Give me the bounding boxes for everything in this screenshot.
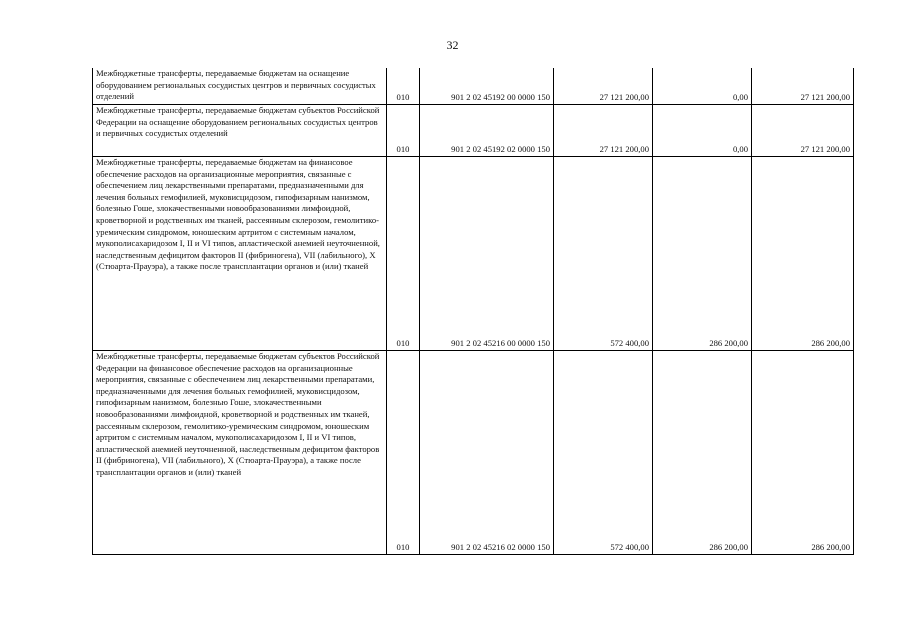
line-code-cell: 010 (387, 157, 420, 351)
table-row (93, 105, 854, 157)
line-code-cell: 010 (387, 68, 420, 105)
row-description: Межбюджетные трансферты, передаваемые бюджетам субъектов Российской Федерации на оснащение оборудованием региональных сосудистых центров и первичных сосудистых отделений (96, 105, 380, 139)
row-description: Межбюджетные трансферты, передаваемые бюджетам на оснащение оборудованием региональных сосудистых центров и первичных сосудистых отделений (96, 68, 376, 102)
executed-amount-cell: 286 200,00 (653, 351, 752, 555)
row-description-cell (93, 68, 387, 105)
table-row (93, 68, 854, 105)
table-row (93, 351, 854, 555)
executed-amount-cell: 0,00 (653, 105, 752, 157)
unexecuted-amount-cell: 286 200,00 (752, 351, 854, 555)
executed-amount-cell: 0,00 (653, 68, 752, 105)
page-number: 32 (446, 38, 459, 52)
budget-table (92, 68, 854, 555)
approved-amount-cell: 27 121 200,00 (554, 68, 653, 105)
approved-amount-cell: 27 121 200,00 (554, 105, 653, 157)
classification-code-cell: 901 2 02 45192 02 0000 150 (420, 105, 554, 157)
line-code-cell: 010 (387, 351, 420, 555)
row-description-cell (93, 105, 387, 157)
unexecuted-amount-cell: 27 121 200,00 (752, 105, 854, 157)
row-description: Межбюджетные трансферты, передаваемые бюджетам субъектов Российской Федерации на финансовое обеспечение расходов на организационные мероприятия, связанные с обеспечением лиц лекарственными препаратами, предназначенными для лечения больных гемофилией, муковисцидозом, гипофизарным нанизмом, болезнью Гоше, злокачественными новообразованиями лимфоидной, кроветворной и родственных им тканей, рассеянным склерозом, гемолитико-уремическим синдромом, юношеским артритом с системным началом, мукополисахаридозом I, II и VI типов, апластической анемией неуточненной, наследственным дефицитом факторов II (фибриногена), VII (лабильного), X (Стюарта-Прауэра), а также после трансплантации органов и (или) тканей (96, 351, 380, 477)
row-description-cell (93, 157, 387, 351)
unexecuted-amount-cell: 286 200,00 (752, 157, 854, 351)
classification-code-cell: 901 2 02 45216 02 0000 150 (420, 351, 554, 555)
classification-code-cell: 901 2 02 45192 00 0000 150 (420, 68, 554, 105)
table-row (93, 157, 854, 351)
row-description: Межбюджетные трансферты, передаваемые бюджетам на финансовое обеспечение расходов на организационные мероприятия, связанные с обеспечением лиц лекарственными препаратами, предназначенными для лечения больных гемофилией, муковисцидозом, гипофизарным нанизмом, болезнью Гоше, злокачественными новообразованиями лимфоидной, кроветворной и родственных им тканей, рассеянным склерозом, гемолитико-уремическим синдромом, юношеским артритом с системным началом, мукополисахаридозом I, II и VI типов, апластической анемией неуточненной, наследственным дефицитом факторов II (фибриногена), VII (лабильного), X (Стюарта-Прауэра), а также после трансплантации органов и (или) тканей (96, 157, 380, 272)
line-code-cell: 010 (387, 105, 420, 157)
executed-amount-cell: 286 200,00 (653, 157, 752, 351)
row-description-cell (93, 351, 387, 555)
unexecuted-amount-cell: 27 121 200,00 (752, 68, 854, 105)
approved-amount-cell: 572 400,00 (554, 157, 653, 351)
classification-code-cell: 901 2 02 45216 00 0000 150 (420, 157, 554, 351)
approved-amount-cell: 572 400,00 (554, 351, 653, 555)
